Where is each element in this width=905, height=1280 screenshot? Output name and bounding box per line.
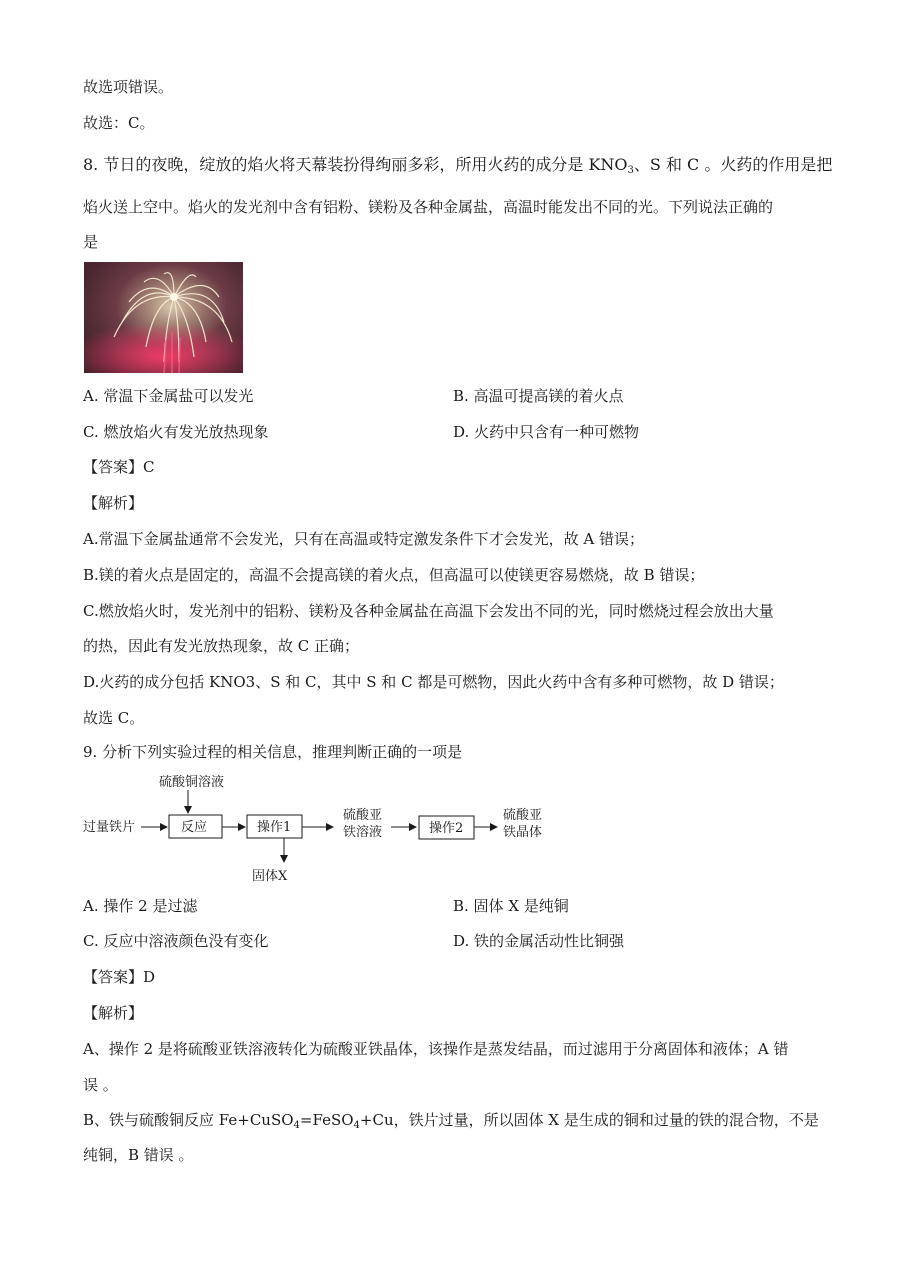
analysis-tag: 【解析】 <box>83 1004 144 1022</box>
text-line: 故选：C。 <box>83 114 155 132</box>
intermediate-label-2: 铁溶液 <box>343 825 383 840</box>
text-line: 故选项错误。 <box>83 78 174 96</box>
option-b: B. 高温可提高镁的着火点 <box>453 387 624 405</box>
analysis-line: D.火药的成分包括 KNO3、S 和 C，其中 S 和 C 都是可燃物，因此火药中含有多种可燃物，故 D 错误； <box>83 673 784 691</box>
operation-2-label: 操作2 <box>429 821 464 836</box>
answer-line <box>83 967 155 987</box>
intermediate-label-1: 硫酸亚 <box>343 808 383 823</box>
answer-value: D <box>143 968 156 986</box>
reaction-box-label: 反应 <box>181 820 208 835</box>
analysis-line: C.燃放焰火时，发光剂中的铝粉、镁粉及各种金属盐在高温下会发出不同的光，同时燃烧过程会放出大量 <box>83 602 774 620</box>
question-8-stem: 焰火送上空中。焰火的发光剂中含有铝粉、镁粉及各种金属盐，高温时能发出不同的光。下列说法正确的 <box>83 198 774 216</box>
option-d: D. 铁的金属活动性比铜强 <box>453 932 625 950</box>
question-9-stem: 9. 分析下列实验过程的相关信息，推理判断正确的一项是 <box>83 743 463 761</box>
analysis-line: 纯铜，B 错误 。 <box>83 1146 194 1164</box>
analysis-tag: 【解析】 <box>83 494 144 512</box>
option-c: C. 燃放焰火有发光放热现象 <box>83 423 269 441</box>
answer-line <box>83 457 155 477</box>
analysis-line: 故选 C。 <box>83 709 145 727</box>
fireworks-illustration <box>84 262 243 373</box>
analysis-line: B.镁的着火点是固定的，高温不会提高镁的着火点，但高温可以使镁更容易燃烧，故 B 错误； <box>83 566 705 584</box>
option-c: C. 反应中溶液颜色没有变化 <box>83 932 269 950</box>
option-a: A. 常温下金属盐可以发光 <box>83 387 254 405</box>
analysis-line: A、操作 2 是将硫酸亚铁溶液转化为硫酸亚铁晶体，该操作是蒸发结晶，而过滤用于分离固体和液体；A 错 <box>83 1040 789 1058</box>
bottom-output-label: 固体X <box>252 869 288 884</box>
answer-tag: 【答案】 <box>83 968 144 986</box>
question-8-stem: 是 <box>83 233 99 251</box>
operation-1-label: 操作1 <box>257 820 292 835</box>
option-d: D. 火药中只含有一种可燃物 <box>453 423 640 441</box>
analysis-line: 误 。 <box>83 1076 118 1094</box>
answer-tag: 【答案】 <box>83 458 144 476</box>
output-label-1: 硫酸亚 <box>503 808 543 823</box>
fireworks-image <box>84 262 243 373</box>
left-input-label: 过量铁片 <box>83 820 136 835</box>
process-flow-diagram <box>83 772 563 884</box>
output-label-2: 铁晶体 <box>503 825 543 840</box>
top-input-label: 硫酸铜溶液 <box>159 775 225 790</box>
analysis-line: A.常温下金属盐通常不会发光，只有在高温或特定激发条件下才会发光，故 A 错误； <box>83 530 644 548</box>
answer-value: C <box>143 458 155 476</box>
question-8-stem: 8. 节日的夜晚，绽放的焰火将天幕装扮得绚丽多彩，所用火药的成分是 $KNO_3$、S 和 C 。火药的作用是把 <box>83 155 833 176</box>
option-a: A. 操作 2 是过滤 <box>83 897 198 915</box>
option-b: B. 固体 X 是纯铜 <box>453 897 569 915</box>
analysis-line: 的热，因此有发光放热现象，故 C 正确； <box>83 637 360 655</box>
analysis-line: B、铁与硫酸铜反应 Fe+CuSO$_4$=FeSO$_4$+Cu，铁片过量，所以固体 X 是生成的铜和过量的铁的混合物，不是 <box>83 1111 819 1131</box>
